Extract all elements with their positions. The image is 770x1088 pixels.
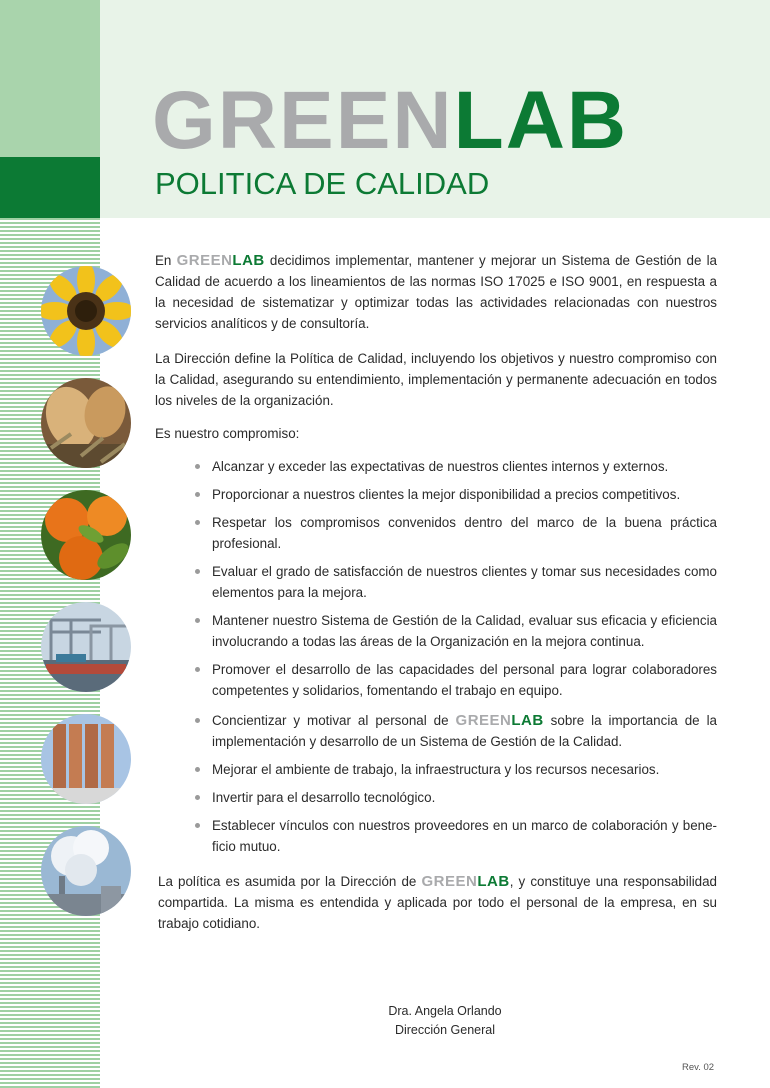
- list-item: Respetar los compromisos convenidos dentro del marco de la buena práctica profesional.: [155, 512, 717, 554]
- port-cranes-image: [41, 602, 131, 692]
- list-item: Invertir para el desarrollo tecnológico.: [155, 787, 717, 808]
- sunflower-image: [41, 266, 131, 356]
- inline-brand: GREENLAB: [455, 712, 544, 729]
- bullet-dot: [195, 767, 200, 772]
- list-item: Evaluar el grado de satisfacción de nuestros clientes y tomar sus necesidades como elementos para la mejora.: [155, 561, 717, 603]
- policy-content: [155, 250, 717, 934]
- factory-smoke-image: [41, 826, 131, 916]
- bullet-dot: [195, 492, 200, 497]
- commitment-heading: Es nuestro compromiso:: [155, 426, 300, 441]
- bullet-dot: [195, 520, 200, 525]
- bullet-dot: [195, 569, 200, 574]
- bullet-dot: [195, 667, 200, 672]
- signature-block: [345, 1002, 545, 1040]
- list-item: Proporcionar a nuestros clientes la mejor disponibilidad a precios competitivos.: [155, 484, 717, 505]
- list-item: Concientizar y motivar al personal de GREENLAB sobre la importancia de la implementación y desarrollo de un Sistema de Gestión de la Calidad.: [155, 710, 717, 752]
- commitment-list: [155, 456, 717, 857]
- bullet-dot: [195, 464, 200, 469]
- direction-paragraph: La Dirección define la Política de Calidad, incluyendo los objetivos y nuestro compromiso con la Calidad, asegurando su entendimiento, implementación y permanente adecuación en todos los niveles de la organización.: [155, 351, 717, 408]
- inline-brand: GREENLAB: [176, 252, 265, 269]
- revision-label: Rev. 02: [682, 1062, 715, 1073]
- industrial-silos-image: [41, 714, 131, 804]
- list-item: Establecer vínculos con nuestros proveedores en un marco de colaboración y bene-ficio mutuo.: [155, 815, 717, 857]
- closing-paragraph: La política es asumida por la Dirección de GREENLAB, y constituye una responsabilidad compartida. La misma es entendida y aplicada por todo el personal de la empresa, en su trabajo cotidiano.: [158, 873, 718, 931]
- signature-role: Dirección General: [394, 1023, 496, 1037]
- page-title: POLITICA DE CALIDAD: [155, 166, 490, 201]
- list-item: Promover el desarrollo de las capacidades del personal para lograr colaboradores competentes y solidarios, fomentando el trabajo en equipo.: [155, 659, 717, 701]
- intro-paragraph: En GREENLAB decidimos implementar, mantener y mejorar un Sistema de Gestión de la Calidad de acuerdo a los lineamientos de las normas ISO 17025 e ISO 9001, en respuesta a la necesidad de sistematizar y optimizar todas las actividades relacionadas con nuestros servicios analíticos y de consultoría.: [155, 252, 717, 331]
- bullet-dot: [195, 823, 200, 828]
- list-item: Alcanzar y exceder las expectativas de nuestros clientes internos y externos.: [155, 456, 717, 477]
- greenlab-logo: GREENLAB: [152, 75, 629, 166]
- inline-brand: GREENLAB: [421, 873, 510, 890]
- bullet-dot: [195, 618, 200, 623]
- signature-name: Dra. Angela Orlando: [388, 1004, 502, 1018]
- list-item: Mejorar el ambiente de trabajo, la infraestructura y los recursos necesarios.: [155, 759, 717, 780]
- side-band-dark: [0, 157, 100, 218]
- bullet-dot: [195, 718, 200, 723]
- list-item: Mantener nuestro Sistema de Gestión de la Calidad, evaluar sus eficacia y eficiencia involucrando a todas las áreas de la Organización en la mejora continua.: [155, 610, 717, 652]
- bullet-dot: [195, 795, 200, 800]
- bread-image: [41, 378, 131, 468]
- side-band-light: [0, 0, 100, 157]
- oranges-image: [41, 490, 131, 580]
